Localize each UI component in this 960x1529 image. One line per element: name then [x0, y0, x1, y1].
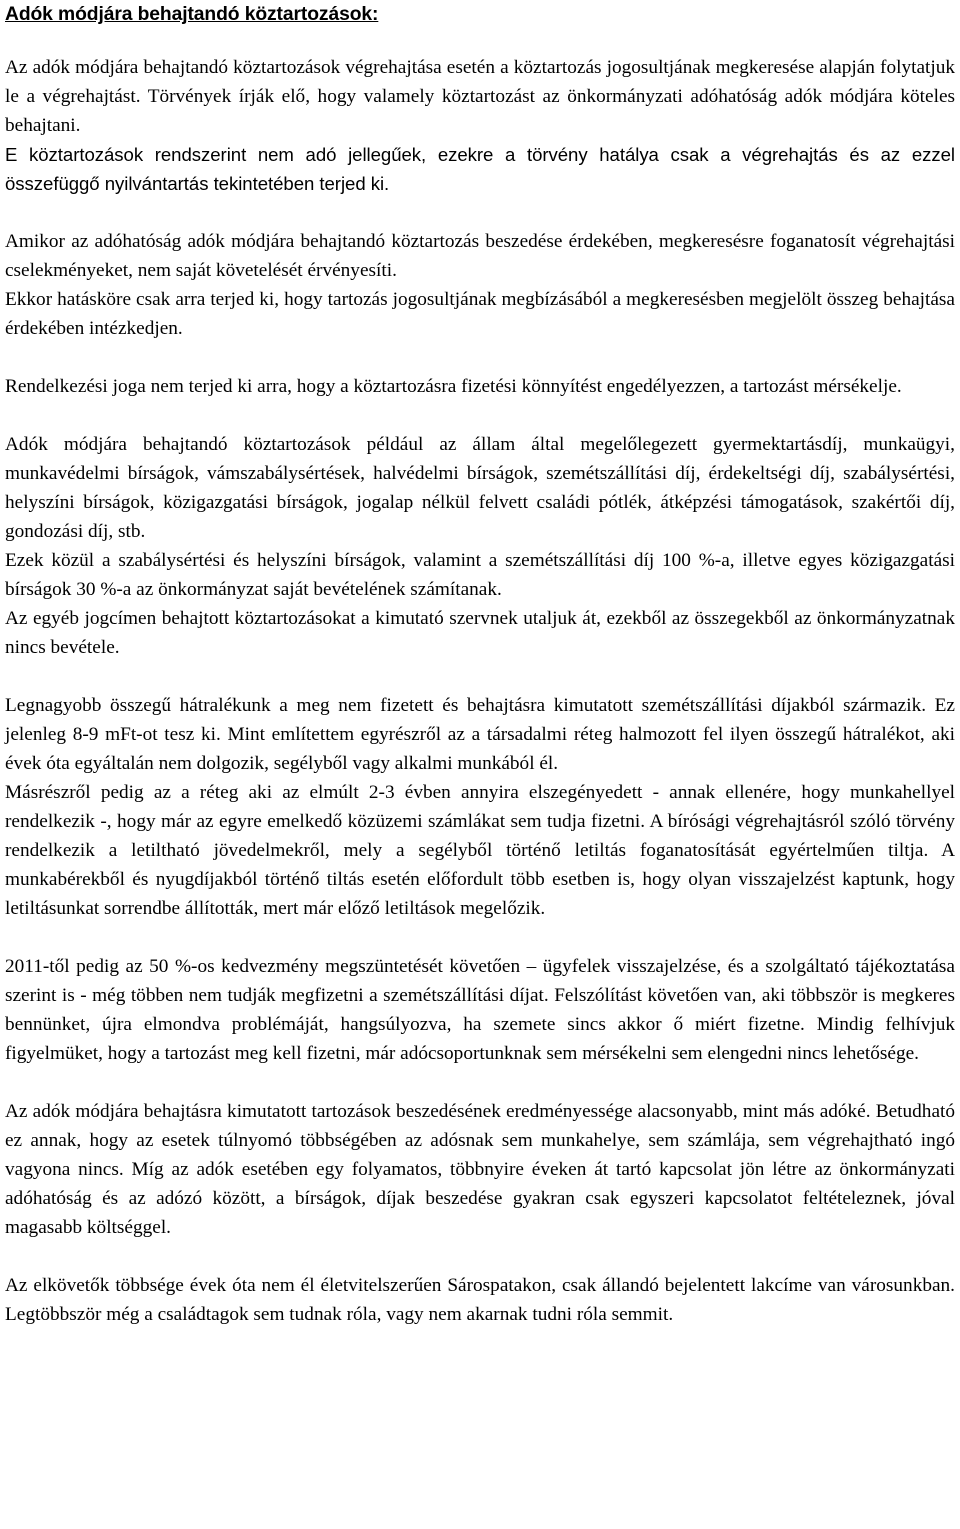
paragraph: Az adók módjára behajtandó köztartozások végrehajtása esetén a köztartozás jogosultjának megkeresése alapján folytatjuk le a végrehajtást. Törvények írják elő, hogy valamely köztartozást az önkormányzati adóhatóság adók módjára köteles behajtani.: [5, 57, 955, 136]
document-page: [5, 0, 955, 1329]
paragraph: Másrészről pedig az a réteg aki az elmúlt 2-3 évben annyira elszegényedett - annak ellenére, hogy munkahellyel rendelkezik -, hogy már az egyre emelkedő közüzemi számlákat sem tudja fizetni. A bírósági végrehajtásról szóló törvény rendelkezik a letiltható jövedelmekről, mely a segélyből történő letiltás foganatosítását egyértelműen tiltja. A munkabérekből és nyugdíjakból történő tiltás esetén előfordult több esetben is, hogy olyan visszajelzést kaptunk, hogy letiltásunkat sorrendbe állították, mert már előző letiltások megelőzik.: [5, 782, 955, 919]
document-title: Adók módjára behajtandó köztartozások:: [5, 4, 379, 25]
paragraph: 2011-től pedig az 50 %-os kedvezmény megszüntetését követően – ügyfelek visszajelzése, és a szolgáltató tájékoztatása szerint is - még többen nem tudják megfizetni a szemétszállítási díjat. Felszólítást követően van, aki többször is megkeres bennünket, újra elmondva problémáját, hangsúlyozva, ha szemete sincs akkor ő miért fizetne. Mindig felhívjuk figyelmüket, hogy a tartozást meg kell fizetni, már adócsoportunknak sem mérsékelni sem elengedni nincs lehetősége.: [5, 956, 955, 1064]
section-5: [5, 691, 955, 923]
section-2: [5, 227, 955, 343]
spacer: [5, 29, 955, 53]
section-1: [5, 53, 955, 198]
section-8: [5, 1271, 955, 1329]
spacer: [5, 662, 955, 691]
paragraph: Legnagyobb összegű hátralékunk a meg nem fizetett és behajtásra kimutatott szemétszállítási díjakból származik. Ez jelenleg 8-9 mFt-ot tesz ki. Mint említettem egyrészről az a társadalmi réteg halmozott fel ilyen összegű hátralékot, aki évek óta egyáltalán nem dolgozik, segélyből vagy alkalmi munkából él.: [5, 695, 955, 774]
paragraph: E köztartozások rendszerint nem adó jellegűek, ezekre a törvény hatálya csak a végrehajtás és az ezzel összefüggő nyilvántartás tekintetében terjed ki.: [5, 144, 955, 194]
spacer: [5, 1242, 955, 1271]
section-3: [5, 372, 955, 401]
spacer: [5, 923, 955, 952]
spacer: [5, 343, 955, 372]
paragraph: Ekkor hatásköre csak arra terjed ki, hogy tartozás jogosultjának megbízásából a megkeresésben megjelölt összeg behajtása érdekében intézkedjen.: [5, 289, 955, 339]
paragraph: Az adók módjára behajtásra kimutatott tartozások beszedésének eredményessége alacsonyabb, mint más adóké. Betudható ez annak, hogy az esetek túlnyomó többségében az adósnak sem munkahelye, sem számlája, sem végrehajtható ingó vagyona nincs. Míg az adók esetében egy folyamatos, többnyire éveken át tartó kapcsolat jön létre az önkormányzati adóhatóság és az adózó között, a bírságok, díjak beszedése gyakran csak egyszeri kapcsolatot feltételeznek, jóval magasabb költséggel.: [5, 1101, 955, 1238]
section-7: [5, 1097, 955, 1242]
paragraph: Az elkövetők többsége évek óta nem él életvitelszerűen Sárospatakon, csak állandó bejelentett lakcíme van városunkban. Legtöbbször még a családtagok sem tudnak róla, vagy nem akarnak tudni róla semmit.: [5, 1275, 955, 1325]
paragraph: Az egyéb jogcímen behajtott köztartozásokat a kimutató szervnek utaljuk át, ezekből az összegekből az önkormányzatnak nincs bevétele.: [5, 608, 955, 658]
paragraph: Adók módjára behajtandó köztartozások például az állam által megelőlegezett gyermektartásdíj, munkaügyi, munkavédelmi bírságok, vámszabálysértések, halvédelmi bírságok, szemétszállítási díj, érdekeltségi díj, szabálysértési, helyszíni bírságok, közigazgatási bírságok, jogalap nélkül felvett családi pótlék, átképzési támogatások, szakértői díj, gondozási díj, stb.: [5, 434, 955, 542]
section-4: [5, 430, 955, 662]
spacer: [5, 1068, 955, 1097]
paragraph: Amikor az adóhatóság adók módjára behajtandó köztartozás beszedése érdekében, megkeresésre foganatosít végrehajtási cselekményeket, nem saját követelését érvényesíti.: [5, 231, 955, 281]
section-6: [5, 952, 955, 1068]
spacer: [5, 198, 955, 227]
spacer: [5, 401, 955, 430]
paragraph: Ezek közül a szabálysértési és helyszíni bírságok, valamint a szemétszállítási díj 100 %-a, illetve egyes közigazgatási bírságok 30 %-a az önkormányzat saját bevételének számítanak.: [5, 550, 955, 600]
paragraph: Rendelkezési joga nem terjed ki arra, hogy a köztartozásra fizetési könnyítést engedélyezzen, a tartozást mérsékelje.: [5, 376, 902, 397]
